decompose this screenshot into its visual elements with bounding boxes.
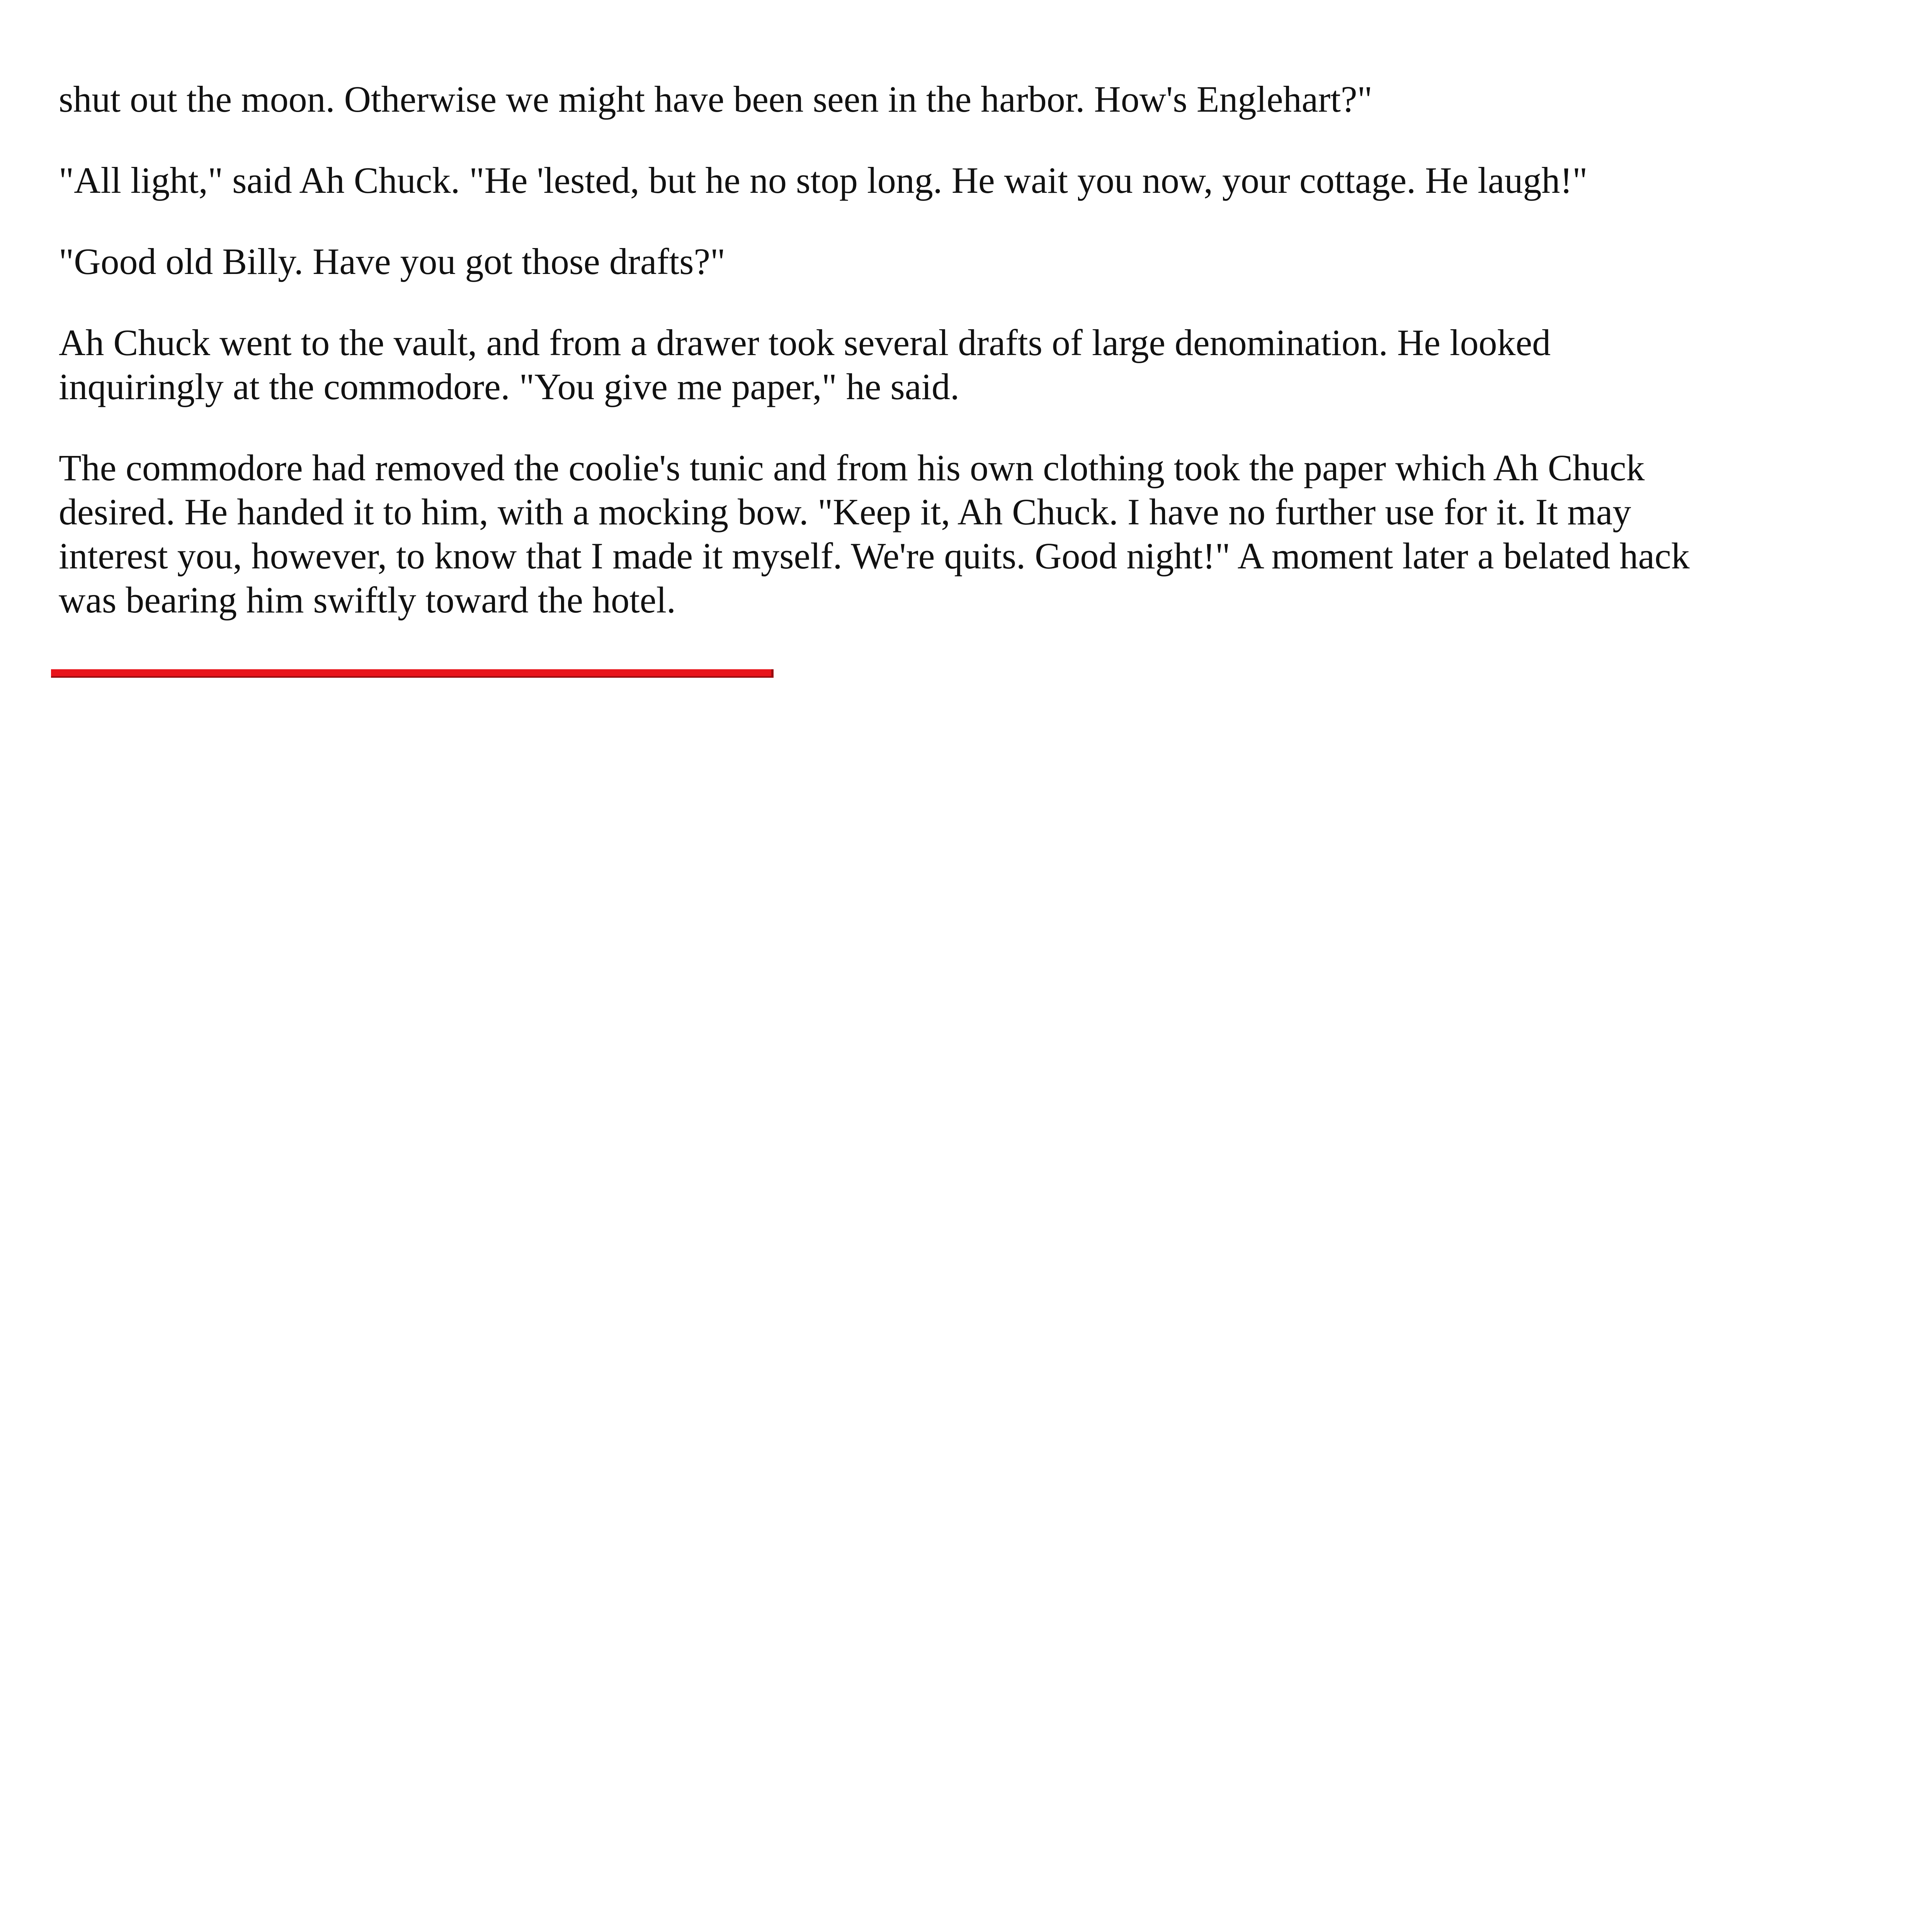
paragraph-4: Ah Chuck went to the vault, and from a drawer took several drafts of large denomination. He looked inquiringly at the commodore. "You give me paper," he said. <box>59 322 1551 407</box>
paragraph-2: "All light," said Ah Chuck. "He 'lested, but he no stop long. He wait you now, your cottage. He laugh!" <box>59 160 1588 201</box>
paragraph-3: "Good old Billy. Have you got those drafts?" <box>59 241 726 282</box>
paragraph-5: The commodore had removed the coolie's tunic and from his own clothing took the paper which Ah Chuck desired. He handed it to him, with a mocking bow. "Keep it, Ah Chuck. I have no further use for it. It may interest you, however, to know that I made it myself. We're quits. Good night!" A moment later a belated hack was bearing him swiftly toward the hotel. <box>59 447 1690 621</box>
paragraph-1: shut out the moon. Otherwise we might have been seen in the harbor. How's Englehart?" <box>59 78 1372 120</box>
section-divider <box>51 669 774 678</box>
story-text <box>59 77 1720 659</box>
